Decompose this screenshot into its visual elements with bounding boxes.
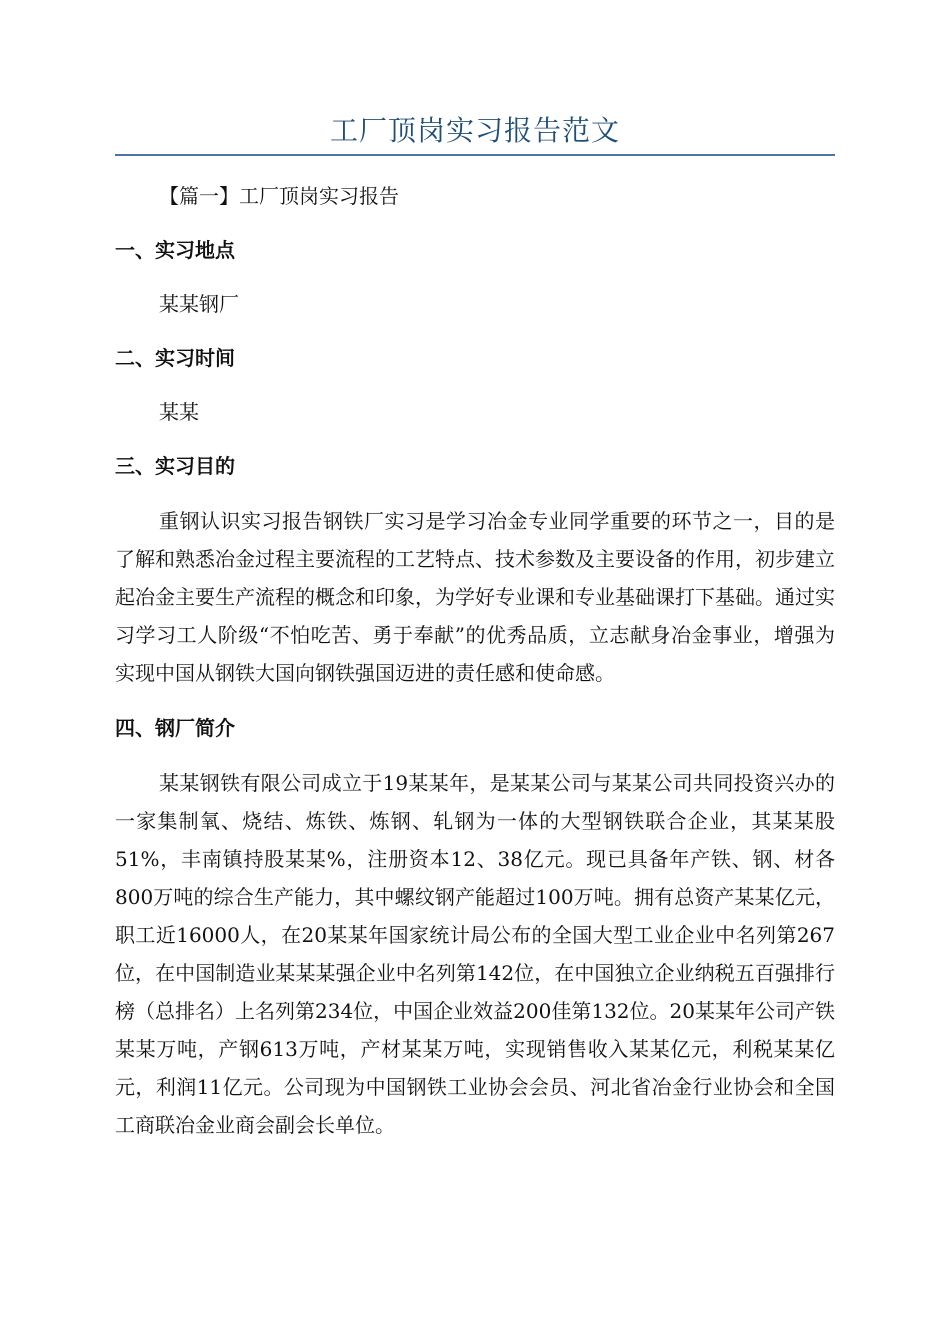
section-body-time: 某某: [159, 400, 199, 424]
document-page: [115, 110, 835, 1144]
section-body-location: 某某钢厂: [159, 292, 239, 316]
article-lead: 【篇一】工厂顶岗实习报告: [159, 184, 399, 208]
title-underline: [115, 154, 835, 156]
section-body-profile: 某某钢铁有限公司成立于19某某年，是某某公司与某某公司共同投资兴办的一家集制氧、烧结、炼铁、炼钢、轧钢为一体的大型钢铁联合企业，其某某股51%，丰南镇持股某某%，注册资本12、38亿元。现已具备年产铁、钢、材各800万吨的综合生产能力，其中螺纹钢产能超过100万吨。拥有总资产某某亿元，职工近16000人，在20某某年国家统计局公布的全国大型工业企业中名列第267位，在中国制造业某某某强企业中名列第142位，在中国独立企业纳税五百强排行榜（总排名）上名列第234位，中国企业效益200佳第132位。20某某年公司产铁某某万吨，产钢613万吨，产材某某万吨，实现销售收入某某亿元，利税某某亿元，利润11亿元。公司现为中国钢铁工业协会会员、河北省冶金行业协会和全国工商联冶金业商会副会长单位。: [115, 771, 835, 1137]
section-heading-profile: 四、钢厂简介: [115, 716, 235, 740]
section-heading-time: 二、实习时间: [115, 346, 235, 370]
section-body-purpose: 重钢认识实习报告钢铁厂实习是学习冶金专业同学重要的环节之一，目的是了解和熟悉冶金过程主要流程的工艺特点、技术参数及主要设备的作用，初步建立起冶金主要生产流程的概念和印象，为学好专业课和专业基础课打下基础。通过实习学习工人阶级“不怕吃苦、勇于奉献”的优秀品质，立志献身冶金事业，增强为实现中国从钢铁大国向钢铁强国迈进的责任感和使命感。: [115, 509, 835, 685]
section-heading-purpose: 三、实习目的: [115, 454, 235, 478]
document-title: 工厂顶岗实习报告范文: [329, 114, 620, 147]
section-heading-location: 一、实习地点: [115, 238, 235, 262]
